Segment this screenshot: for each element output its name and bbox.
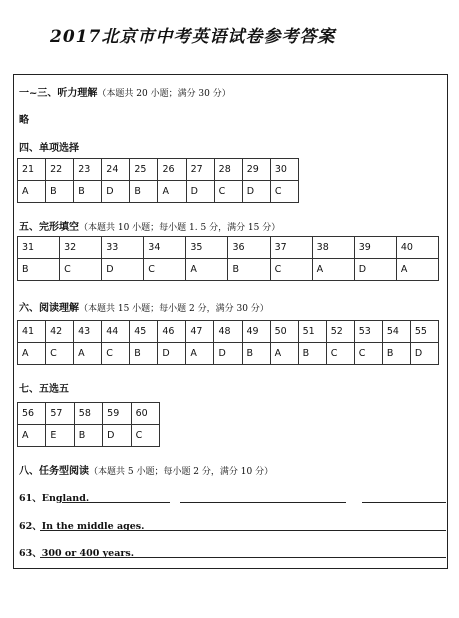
answer-cell: D bbox=[186, 181, 214, 203]
answer-underline bbox=[40, 530, 446, 531]
answer-cell: A bbox=[312, 259, 354, 281]
question-number-cell: 53 bbox=[354, 321, 382, 343]
question-number-cell: 28 bbox=[214, 159, 242, 181]
answer-cell: A bbox=[158, 181, 186, 203]
answer-cell: B bbox=[18, 259, 60, 281]
answer-cell: C bbox=[270, 181, 298, 203]
answer-cell: C bbox=[270, 259, 312, 281]
question-number-cell: 57 bbox=[46, 403, 74, 425]
reading-table bbox=[17, 320, 439, 365]
section-five-choice-heading: 七、五选五 bbox=[19, 384, 69, 395]
answer-cell: B bbox=[74, 425, 102, 447]
question-number-cell: 60 bbox=[131, 403, 159, 425]
answer-cell: B bbox=[130, 343, 158, 365]
question-number-cell: 43 bbox=[74, 321, 102, 343]
question-number-cell: 23 bbox=[74, 159, 102, 181]
question-number-cell: 46 bbox=[158, 321, 186, 343]
question-number-cell: 56 bbox=[18, 403, 46, 425]
question-number-cell: 30 bbox=[270, 159, 298, 181]
answer-cell: C bbox=[326, 343, 354, 365]
answer-cell: B bbox=[228, 259, 270, 281]
question-number-cell: 44 bbox=[102, 321, 130, 343]
answer-row bbox=[18, 425, 160, 447]
section-cloze-note: （本题共 10 小题；每小题 1. 5 分，满分 15 分） bbox=[79, 223, 281, 233]
question-number-cell: 22 bbox=[46, 159, 74, 181]
answer-text: 300 or 400 years. bbox=[41, 548, 135, 559]
answer-cell: D bbox=[158, 343, 186, 365]
question-number-cell: 35 bbox=[186, 237, 228, 259]
answer-underline bbox=[62, 502, 170, 503]
answer-cell: D bbox=[214, 343, 242, 365]
answer-row bbox=[18, 343, 439, 365]
answer-underline bbox=[40, 557, 446, 558]
five-choice-table bbox=[17, 402, 160, 447]
single-choice-table bbox=[17, 158, 299, 203]
question-number-row bbox=[18, 321, 439, 343]
question-number-cell: 31 bbox=[18, 237, 60, 259]
answer-cell: B bbox=[242, 343, 270, 365]
answer-cell: D bbox=[102, 259, 144, 281]
section-task-reading-heading: 八、任务型阅读 bbox=[19, 466, 89, 477]
answer-cell: B bbox=[74, 181, 102, 203]
section-listening-heading: 一~三、听力理解 bbox=[19, 88, 98, 99]
answer-text: In the middle ages. bbox=[41, 521, 145, 532]
answer-cell: C bbox=[354, 343, 382, 365]
question-number-cell: 48 bbox=[214, 321, 242, 343]
question-number-cell: 21 bbox=[18, 159, 46, 181]
answer-text: England. bbox=[41, 493, 90, 504]
answer-cell: D bbox=[354, 259, 396, 281]
question-number-cell: 50 bbox=[270, 321, 298, 343]
page-title: 2017北京市中考英语试卷参考答案 bbox=[50, 27, 336, 47]
answer-number: 62、 bbox=[19, 521, 42, 532]
question-number-cell: 59 bbox=[103, 403, 131, 425]
question-number-row bbox=[18, 403, 160, 425]
section-listening-header bbox=[19, 84, 231, 99]
question-number-row bbox=[18, 159, 299, 181]
answer-cell: A bbox=[186, 343, 214, 365]
section-cloze-heading: 五、完形填空 bbox=[19, 222, 79, 233]
answer-cell: B bbox=[382, 343, 410, 365]
answer-cell: C bbox=[46, 343, 74, 365]
answer-underline bbox=[180, 502, 346, 503]
answer-number: 61、 bbox=[19, 493, 42, 504]
section-listening-note: （本题共 20 小题；满分 30 分） bbox=[97, 89, 231, 99]
question-number-cell: 29 bbox=[242, 159, 270, 181]
answer-row bbox=[18, 259, 439, 281]
question-number-cell: 34 bbox=[144, 237, 186, 259]
answer-cell: E bbox=[46, 425, 74, 447]
cloze-table bbox=[17, 236, 439, 281]
question-number-cell: 45 bbox=[130, 321, 158, 343]
section-single-choice-heading: 四、单项选择 bbox=[19, 143, 79, 154]
question-number-cell: 32 bbox=[60, 237, 102, 259]
answer-cell: B bbox=[298, 343, 326, 365]
answer-cell: A bbox=[396, 259, 438, 281]
answer-underline bbox=[362, 502, 446, 503]
answer-cell: C bbox=[131, 425, 159, 447]
answer-cell: D bbox=[102, 181, 130, 203]
question-number-cell: 55 bbox=[410, 321, 438, 343]
answer-cell: A bbox=[74, 343, 102, 365]
section-task-reading-header bbox=[19, 462, 273, 477]
answer-cell: D bbox=[410, 343, 438, 365]
section-reading-note: （本题共 15 小题；每小题 2 分，满分 30 分） bbox=[79, 304, 269, 314]
answer-cell: A bbox=[18, 181, 46, 203]
answer-cell: C bbox=[214, 181, 242, 203]
question-number-cell: 47 bbox=[186, 321, 214, 343]
question-number-cell: 54 bbox=[382, 321, 410, 343]
answer-cell: B bbox=[130, 181, 158, 203]
question-number-cell: 52 bbox=[326, 321, 354, 343]
question-number-cell: 39 bbox=[354, 237, 396, 259]
section-task-reading-note: （本题共 5 小题；每小题 2 分，满分 10 分） bbox=[89, 467, 274, 477]
section-reading-header bbox=[19, 299, 269, 314]
question-number-cell: 33 bbox=[102, 237, 144, 259]
answer-row bbox=[18, 181, 299, 203]
question-number-cell: 24 bbox=[102, 159, 130, 181]
answer-cell: C bbox=[144, 259, 186, 281]
question-number-cell: 40 bbox=[396, 237, 438, 259]
question-number-cell: 27 bbox=[186, 159, 214, 181]
question-number-cell: 58 bbox=[74, 403, 102, 425]
section-listening-body: 略 bbox=[19, 115, 29, 126]
answer-cell: A bbox=[18, 343, 46, 365]
question-number-row bbox=[18, 237, 439, 259]
question-number-cell: 49 bbox=[242, 321, 270, 343]
question-number-cell: 36 bbox=[228, 237, 270, 259]
answer-cell: B bbox=[46, 181, 74, 203]
section-reading-heading: 六、阅读理解 bbox=[19, 303, 79, 314]
question-number-cell: 37 bbox=[270, 237, 312, 259]
answer-cell: A bbox=[18, 425, 46, 447]
section-cloze-header bbox=[19, 218, 280, 233]
answer-cell: C bbox=[102, 343, 130, 365]
answer-number: 63、 bbox=[19, 548, 42, 559]
question-number-cell: 51 bbox=[298, 321, 326, 343]
question-number-cell: 38 bbox=[312, 237, 354, 259]
answer-cell: D bbox=[242, 181, 270, 203]
question-number-cell: 42 bbox=[46, 321, 74, 343]
answer-cell: A bbox=[186, 259, 228, 281]
answer-cell: C bbox=[60, 259, 102, 281]
question-number-cell: 25 bbox=[130, 159, 158, 181]
question-number-cell: 41 bbox=[18, 321, 46, 343]
answer-cell: A bbox=[270, 343, 298, 365]
answer-cell: D bbox=[103, 425, 131, 447]
question-number-cell: 26 bbox=[158, 159, 186, 181]
